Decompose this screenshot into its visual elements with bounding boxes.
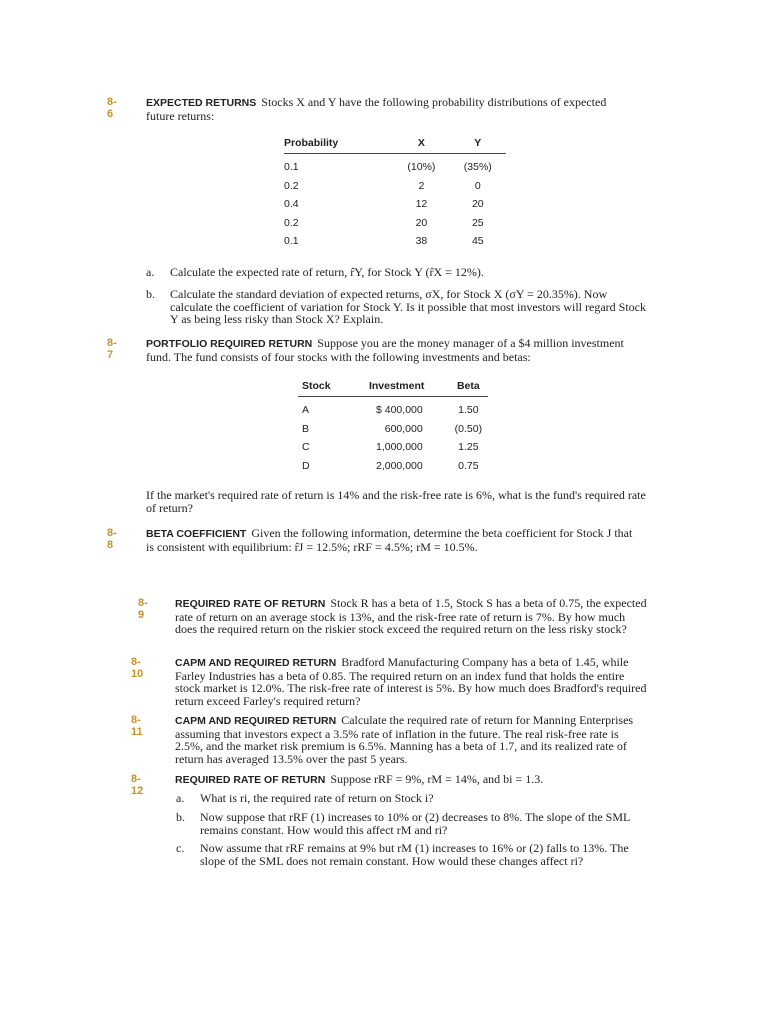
problem-text <box>146 527 642 553</box>
table-cell: 2 <box>418 179 425 192</box>
problem-question: If the market's required rate of return is 14% and the risk-free rate is 6%, what is the fund's required rate of return? <box>146 488 646 515</box>
table-cell: 1,000,000 <box>376 441 423 454</box>
table-row <box>298 457 488 476</box>
table-cell: 20 <box>471 198 484 211</box>
table-cell: (0.50) <box>454 422 483 435</box>
problem-number: 8-8 <box>107 527 117 551</box>
table-cell: 0 <box>474 179 481 192</box>
table-row <box>284 154 506 177</box>
item-label: a. <box>146 265 155 279</box>
problem-heading: EXPECTED RETURNS <box>146 97 257 109</box>
column-header: Y <box>450 133 506 154</box>
investment-table <box>298 376 488 475</box>
item-text: Calculate the expected rate of return, r̂Y, for Stock Y (r̂X = 12%). <box>170 265 484 279</box>
problem-number: 8-6 <box>107 96 117 120</box>
problem-text <box>175 656 649 707</box>
probability-table <box>284 133 506 251</box>
table-cell: 0.1 <box>284 235 299 248</box>
problem-heading: CAPM AND REQUIRED RETURN <box>175 715 337 727</box>
column-header: X <box>393 133 449 154</box>
table-cell: 20 <box>415 216 428 229</box>
table-cell: 1.25 <box>458 441 479 454</box>
table-cell: 2,000,000 <box>376 459 423 472</box>
table-cell: A <box>302 404 310 417</box>
problem-body: Suppose you are the money manager of a $4 million investment fund. The fund consists of four stocks with the following investments and betas: <box>146 336 624 364</box>
problem-heading: CAPM AND REQUIRED RETURN <box>175 657 337 669</box>
problem-body: Bradford Manufacturing Company has a beta of 1.45, while Farley Industries has a beta of 0.85. The required return on an index fund that holds the entire stock market is 12.0%. The risk-free rate of interest is 5%. By how much does Bradford's required return exceed Farley's required return? <box>175 655 647 708</box>
table-cell: D <box>302 459 310 472</box>
table-cell: (10%) <box>407 161 436 174</box>
problem-heading: REQUIRED RATE OF RETURN <box>175 598 326 610</box>
column-header: Beta <box>449 376 488 397</box>
problem-body: Stocks X and Y have the following probability distributions of expected future returns: <box>146 95 607 123</box>
table-cell: 0.1 <box>284 161 299 174</box>
table-cell: 45 <box>471 235 484 248</box>
problem-text <box>175 714 649 765</box>
table-row <box>284 195 506 214</box>
problem-heading: PORTFOLIO REQUIRED RETURN <box>146 338 313 350</box>
problem-number: 8-12 <box>131 773 144 797</box>
item-text: Now assume that rRF remains at 9% but rM (1) increases to 16% or (2) falls to 13%. The slope of the SML does not remain constant. How would these changes affect ri? <box>200 841 629 868</box>
table-cell: 1.50 <box>458 404 479 417</box>
problem-heading: BETA COEFFICIENT <box>146 528 247 540</box>
problem-text <box>175 773 649 787</box>
problem-text <box>146 96 636 122</box>
table-cell: $ 400,000 <box>376 404 423 417</box>
table-cell: C <box>302 441 310 454</box>
table-cell: B <box>302 422 310 435</box>
table-row <box>284 177 506 196</box>
problem-heading: REQUIRED RATE OF RETURN <box>175 774 326 786</box>
problem-number: 8-11 <box>131 714 143 738</box>
column-header: Probability <box>284 133 393 154</box>
table-cell: 25 <box>471 216 484 229</box>
item-label: b. <box>146 287 155 301</box>
problem-text <box>146 337 648 363</box>
table-row <box>298 397 488 420</box>
table-cell: 0.75 <box>458 459 479 472</box>
problem-number: 8-9 <box>138 597 148 621</box>
table-cell: (35%) <box>463 161 492 174</box>
table-cell: 12 <box>415 198 428 211</box>
problem-text <box>175 597 649 636</box>
item-text: Calculate the standard deviation of expected returns, σX, for Stock X (σY = 20.35%). Now calculate the coefficient of variation for Stock Y. Is it possible that most investors will regard Stock Y as being less risky than Stock X? Explain. <box>170 287 646 326</box>
table-cell: 38 <box>415 235 428 248</box>
table-cell: 600,000 <box>384 422 423 435</box>
problem-body: Calculate the required rate of return for Manning Enterprises assuming that investors expect a 3.5% rate of inflation in the future. The real risk-free rate is 2.5%, and the market risk premium is 6.5%. Manning has a beta of 1.7, and its realized rate of return has averaged 13.5% over the past 5 years. <box>175 713 634 766</box>
item-label: a. <box>176 791 185 805</box>
table-cell: 0.2 <box>284 179 299 192</box>
column-header: Stock <box>298 376 345 397</box>
item-label: b. <box>176 810 185 824</box>
table-row <box>298 438 488 457</box>
problem-number: 8-10 <box>131 656 144 680</box>
table-row <box>284 214 506 233</box>
problem-body: Given the following information, determine the beta coefficient for Stock J that is consistent with equilibrium: r̂J = 12.5%; rRF = 4.5%; rM = 10.5%. <box>146 526 633 554</box>
table-row <box>298 420 488 439</box>
table-cell: 0.2 <box>284 216 299 229</box>
problem-body: Stock R has a beta of 1.5, Stock S has a beta of 0.75, the expected rate of return on an average stock is 13%, and the risk-free rate of return is 7%. By how much does the required return on the riskier stock exceed the required return on the less risky stock? <box>175 596 647 636</box>
item-text: What is ri, the required rate of return on Stock i? <box>200 791 434 805</box>
table-row <box>284 232 506 251</box>
column-header: Investment <box>345 376 449 397</box>
problem-body: Suppose rRF = 9%, rM = 14%, and bi = 1.3. <box>330 772 544 786</box>
table-cell: 0.4 <box>284 198 299 211</box>
item-label: c. <box>176 841 185 855</box>
item-text: Now suppose that rRF (1) increases to 10% or (2) decreases to 8%. The slope of the SML remains constant. How would this affect rM and ri? <box>200 810 630 837</box>
problem-number: 8-7 <box>107 337 117 361</box>
